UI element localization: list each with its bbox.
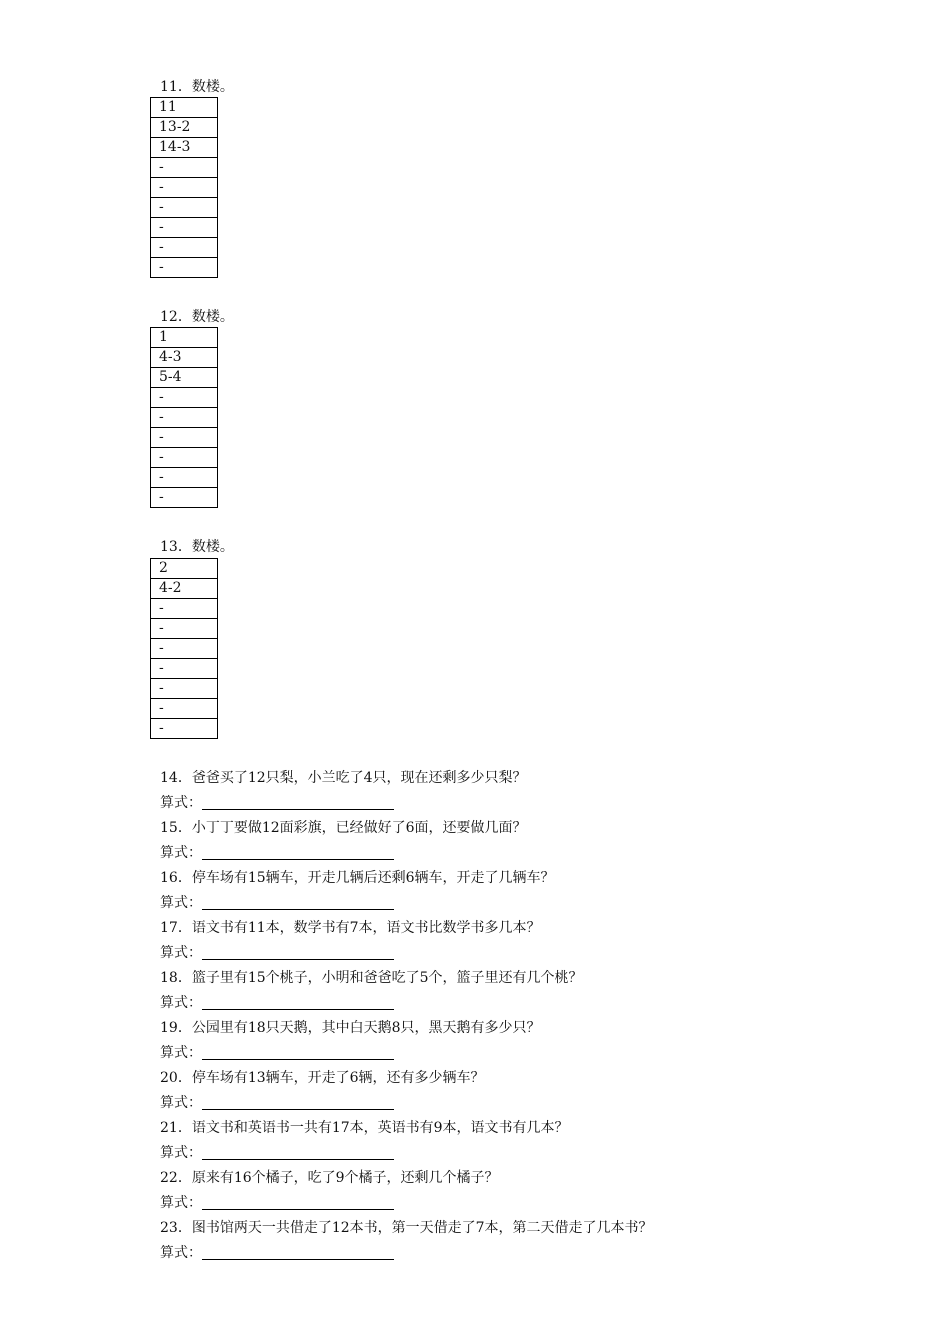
word-problem [160,1166,860,1216]
answer-label: 算式： [160,1245,202,1261]
answer-blank[interactable] [202,791,394,810]
word-problem [160,1066,860,1116]
answer-label: 算式： [160,895,202,911]
answer-blank[interactable] [202,1191,394,1210]
answer-blank[interactable] [202,941,394,960]
tower-cell: - [151,388,218,408]
problem-text: 16．停车场有15辆车，开走几辆后还剩6辆车，开走了几辆车？ [160,870,555,886]
tower-cell: 5-4 [151,368,218,388]
tower-cell: 1 [151,328,218,348]
word-problem [160,1216,860,1266]
answer-label: 算式： [160,945,202,961]
answer-blank[interactable] [202,891,394,910]
tower-cell: - [151,639,218,659]
tower-cell: - [151,448,218,468]
answer-blank[interactable] [202,991,394,1010]
answer-blank[interactable] [202,1041,394,1060]
answer-label: 算式： [160,1095,202,1111]
problem-text: 18．篮子里有15个桃子，小明和爸爸吃了5个，篮子里还有几个桃？ [160,970,583,986]
word-problems [160,766,860,1266]
tower-cell: 2 [151,559,218,579]
tower-cell: 4-3 [151,348,218,368]
answer-label: 算式： [160,1045,202,1061]
answer-row [160,891,860,916]
problem-text: 19．公园里有18只天鹅，其中白天鹅8只，黑天鹅有多少只？ [160,1020,541,1036]
problem-text: 21．语文书和英语书一共有17本，英语书有9本，语文书有几本？ [160,1120,569,1136]
tower-cell: - [151,679,218,699]
tower-cell: 13-2 [151,118,218,138]
word-problem [160,916,860,966]
problem-text: 15．小丁丁要做12面彩旗，已经做好了6面，还要做几面？ [160,820,527,836]
answer-row [160,941,860,966]
word-problem [160,816,860,866]
word-problem [160,866,860,916]
question-12-title: 12．数楼。 [160,309,234,325]
tower-cell: - [151,659,218,679]
tower-cell: - [151,599,218,619]
question-11-title: 11．数楼。 [160,79,234,95]
question-13-title: 13．数楼。 [160,539,234,555]
answer-blank[interactable] [202,1091,394,1110]
tower-cell: - [151,428,218,448]
word-problem [160,1116,860,1166]
word-problem [160,966,860,1016]
tower-cell: - [151,719,218,739]
tower-cell: - [151,218,218,238]
answer-row [160,991,860,1016]
answer-row [160,1141,860,1166]
tower-cell: - [151,488,218,508]
answer-row [160,841,860,866]
answer-row [160,1091,860,1116]
word-problem [160,1016,860,1066]
problem-text: 22．原来有16个橘子，吃了9个橘子，还剩几个橘子？ [160,1170,499,1186]
tower-cell: 11 [151,98,218,118]
answer-blank[interactable] [202,841,394,860]
answer-row [160,1041,860,1066]
problem-text: 17．语文书有11本，数学书有7本，语文书比数学书多几本？ [160,920,541,936]
answer-row [160,1191,860,1216]
tower-cell: 14-3 [151,138,218,158]
tower-cell: - [151,408,218,428]
word-problem [160,766,860,816]
tower-cell: 4-2 [151,579,218,599]
tower-cell: - [151,468,218,488]
answer-label: 算式： [160,1195,202,1211]
number-tower-13 [150,558,218,739]
answer-label: 算式： [160,995,202,1011]
answer-label: 算式： [160,795,202,811]
answer-blank[interactable] [202,1141,394,1160]
tower-cell: - [151,158,218,178]
problem-text: 20．停车场有13辆车，开走了6辆，还有多少辆车？ [160,1070,485,1086]
tower-cell: - [151,699,218,719]
answer-label: 算式： [160,1145,202,1161]
tower-cell: - [151,178,218,198]
number-tower-11 [150,97,218,278]
answer-label: 算式： [160,845,202,861]
tower-cell: - [151,258,218,278]
tower-cell: - [151,238,218,258]
number-tower-12 [150,327,218,508]
problem-text: 23．图书馆两天一共借走了12本书，第一天借走了7本，第二天借走了几本书？ [160,1220,653,1236]
answer-row [160,791,860,816]
tower-cell: - [151,198,218,218]
answer-row [160,1241,860,1266]
tower-cell: - [151,619,218,639]
problem-text: 14．爸爸买了12只梨，小兰吃了4只，现在还剩多少只梨？ [160,770,527,786]
answer-blank[interactable] [202,1241,394,1260]
